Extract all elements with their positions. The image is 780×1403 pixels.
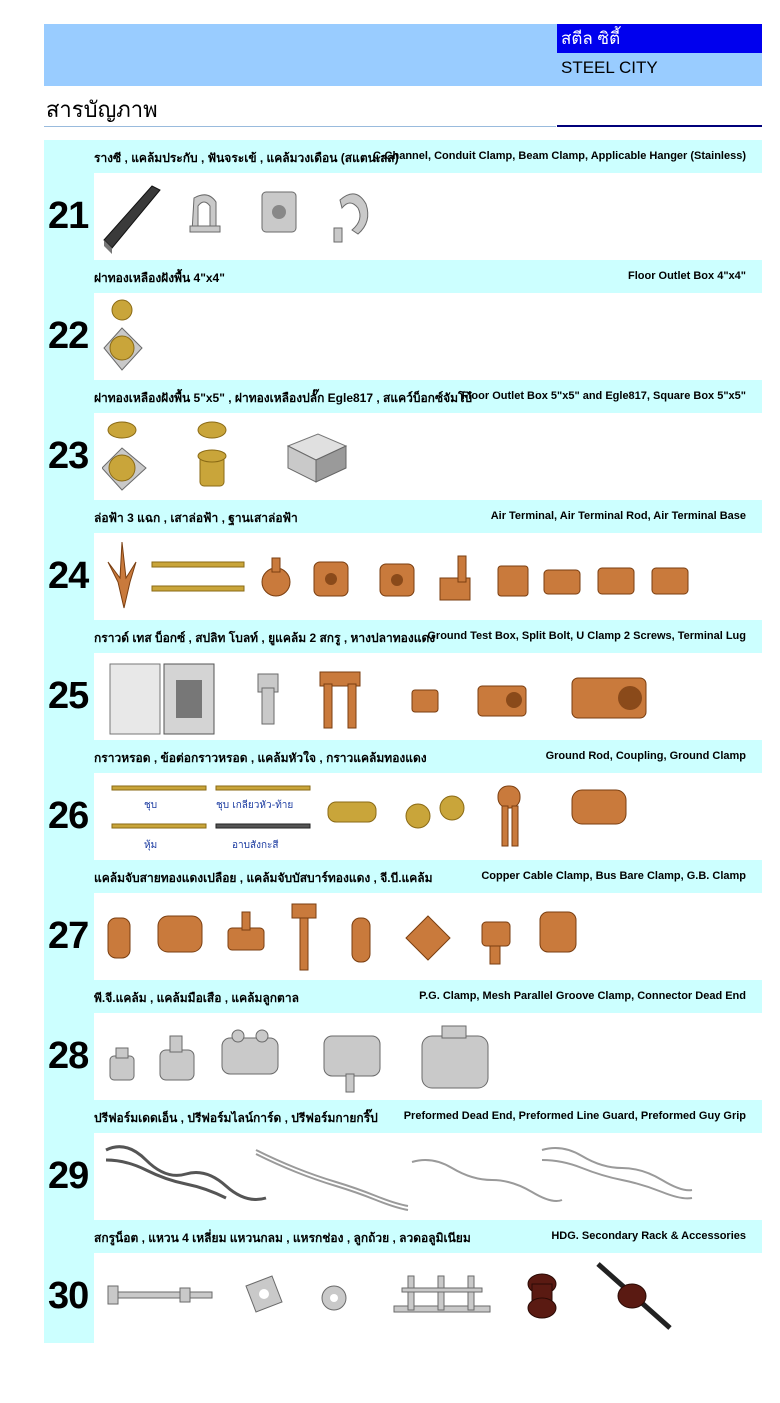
air-terminal-base-2	[314, 562, 348, 596]
preformed-line-guard-image	[256, 1150, 408, 1210]
image-label-plated: ชุบ	[144, 800, 158, 811]
bus-bar-clamp-3	[352, 918, 370, 962]
pg-clamp-large-image	[222, 1030, 278, 1074]
secondary-rack-image	[394, 1276, 490, 1312]
gb-clamp-1	[406, 916, 450, 960]
image-label-galvanized: อาบสังกะสี	[232, 840, 279, 851]
section-english-title: Air Terminal, Air Terminal Rod, Air Terminal Base	[490, 510, 746, 522]
preformed-guy-grip-image-2	[542, 1148, 692, 1198]
brand-thai-label: สตีล ซิตี้	[557, 24, 762, 53]
bolt-nut-image	[108, 1286, 212, 1304]
section-thai-title: รางซี , แคล้มประกับ , ฟันจระเข้ , แคล้มวงเดือน (สแตนเลส)	[94, 151, 399, 165]
u-clamp-image	[320, 672, 360, 728]
section-thai-title: กราวหรอด , ข้อต่อกราวหรอด , แคล้มหัวใจ , กราวแคล้มทองแดง	[94, 751, 427, 765]
section-product-images	[102, 778, 752, 858]
terminal-lug-large-image	[572, 678, 646, 718]
air-terminal-base-8	[652, 568, 688, 594]
section-product-images	[102, 658, 752, 738]
gb-clamp-3	[540, 912, 576, 952]
section-thai-title: พี.จี.แคล้ม , แคล้มมือเสือ , แคล้มลูกตาล	[94, 991, 299, 1005]
copper-cable-clamp-2	[158, 916, 202, 952]
section-english-title: Ground Rod, Coupling, Ground Clamp	[545, 750, 746, 762]
section-22	[44, 260, 762, 380]
applicable-hanger-image	[334, 194, 368, 242]
section-27	[44, 860, 762, 980]
section-30	[44, 1220, 762, 1340]
air-terminal-base-7	[598, 568, 634, 594]
section-number: 28	[48, 1035, 89, 1077]
section-english-title: P.G. Clamp, Mesh Parallel Groove Clamp, Connector Dead End	[419, 990, 746, 1002]
section-thai-title: ฝาทองเหลืองฝังพื้น 4"x4"	[94, 271, 225, 285]
ground-rod-threaded-image	[216, 786, 310, 790]
heart-clamp-image	[406, 796, 464, 828]
ground-rod-clad-image	[112, 824, 206, 828]
square-washer-image	[246, 1276, 282, 1312]
floor-outlet-box-5x5-image	[102, 422, 146, 490]
section-product-images	[102, 298, 752, 378]
section-thai-title: สกรูน็อต , แหวน 4 เหลี่ยม แหวนกลม , แหรกช่อง , ลูกถ้วย , ลวดอลูมิเนียม	[94, 1231, 471, 1245]
section-thai-title: แคล้มจับสายทองแดงเปลือย , แคล้มจับบัสบาร์ทองแดง , จี.บี.แคล้ม	[94, 871, 433, 885]
preformed-dead-end-image	[106, 1147, 266, 1200]
section-product-images	[102, 898, 752, 978]
pg-clamp-medium-image	[160, 1036, 194, 1080]
ground-clamp-image	[498, 786, 520, 846]
section-product-images	[102, 418, 752, 498]
section-thai-title: ปรีฟอร์มเดดเอ็น , ปรีฟอร์มไลน์การ์ด , ปรีฟอร์มกายกริ๊ป	[94, 1111, 378, 1125]
section-number: 24	[48, 555, 89, 597]
section-28	[44, 980, 762, 1100]
c-channel-image	[104, 186, 160, 254]
preformed-guy-grip-image-1	[412, 1160, 562, 1201]
split-bolt-image	[258, 674, 278, 724]
ground-test-box-image	[110, 664, 214, 734]
egle817-cover-image	[198, 422, 226, 486]
connector-dead-end-image	[422, 1026, 488, 1088]
section-english-title: C-Channel, Conduit Clamp, Beam Clamp, Applicable Hanger (Stainless)	[372, 150, 746, 162]
mesh-parallel-groove-clamp-image	[324, 1036, 380, 1092]
copper-cable-clamp-1	[108, 918, 130, 958]
air-terminal-base-3	[380, 564, 414, 596]
title-divider-accent	[557, 125, 762, 127]
image-label-threaded: ชุบ เกลียวหัว-ท้าย	[216, 800, 294, 811]
section-thai-title: ฝาทองเหลืองฝังพื้น 5"x5" , ฝาทองเหลืองปลั๊ก Egle817 , สแคว์บ็อกซ์จัมโบ้	[94, 391, 473, 405]
section-21	[44, 140, 762, 260]
insulator-with-wire-image	[598, 1264, 670, 1328]
bus-bar-clamp-1	[228, 912, 264, 950]
section-product-images	[102, 1018, 752, 1098]
pg-clamp-small-image	[110, 1048, 134, 1080]
section-number: 26	[48, 795, 89, 837]
terminal-lug-small-image	[412, 690, 438, 712]
section-english-title: Preformed Dead End, Preformed Line Guard, Preformed Guy Grip	[403, 1110, 746, 1122]
section-number: 27	[48, 915, 89, 957]
image-label-clad: หุ้ม	[144, 840, 158, 851]
section-25	[44, 620, 762, 740]
section-english-title: Floor Outlet Box 5"x5" and Egle817, Square Box 5"x5"	[461, 390, 746, 402]
section-product-images	[102, 538, 752, 618]
round-washer-image	[322, 1286, 346, 1310]
section-number: 29	[48, 1155, 89, 1197]
section-product-images	[102, 1258, 752, 1338]
beam-clamp-image	[262, 192, 296, 232]
section-number: 30	[48, 1275, 89, 1317]
section-english-title: Copper Cable Clamp, Bus Bare Clamp, G.B. Clamp	[481, 870, 746, 882]
brand-english-label: STEEL CITY	[561, 58, 658, 77]
section-23	[44, 380, 762, 500]
terminal-lug-medium-image	[478, 686, 526, 716]
title-divider	[44, 126, 556, 127]
floor-outlet-box-image	[104, 300, 142, 370]
air-terminal-rod-image	[152, 562, 244, 591]
copper-ground-clamp-image	[572, 790, 626, 824]
section-english-title: Floor Outlet Box 4"x4"	[627, 270, 746, 282]
section-number: 21	[48, 195, 89, 237]
page-title: สารบัญภาพ	[46, 97, 158, 122]
air-terminal-base-6	[544, 570, 580, 594]
square-box-image	[288, 434, 346, 482]
conduit-clamp-image	[190, 195, 220, 232]
section-english-title: Ground Test Box, Split Bolt, U Clamp 2 Screws, Terminal Lug	[427, 630, 746, 642]
section-24	[44, 500, 762, 620]
section-thai-title: กราวด์ เทส บ็อกซ์ , สปลิท โบลท์ , ยูแคล้ม 2 สกรู , หางปลาทองแดง	[94, 631, 436, 645]
spool-insulator-image	[528, 1274, 556, 1318]
air-terminal-base-1	[262, 558, 290, 596]
section-product-images	[102, 178, 752, 258]
section-26	[44, 740, 762, 860]
air-terminal-base-5	[498, 566, 528, 596]
air-terminal-base-4	[440, 556, 470, 600]
ground-rod-galvanized-image	[216, 824, 310, 828]
section-29	[44, 1100, 762, 1220]
section-english-title: HDG. Secondary Rack & Accessories	[551, 1230, 746, 1242]
ground-rod-plated-image	[112, 786, 206, 790]
section-number: 25	[48, 675, 89, 717]
air-terminal-image	[108, 542, 136, 608]
section-number: 22	[48, 315, 89, 357]
section-thai-title: ล่อฟ้า 3 แฉก , เสาล่อฟ้า , ฐานเสาล่อฟ้า	[94, 511, 298, 525]
section-product-images	[102, 1138, 752, 1218]
coupling-image	[328, 802, 376, 822]
gb-clamp-2	[482, 922, 510, 964]
bus-bar-clamp-2	[292, 904, 316, 970]
section-number: 23	[48, 435, 89, 477]
